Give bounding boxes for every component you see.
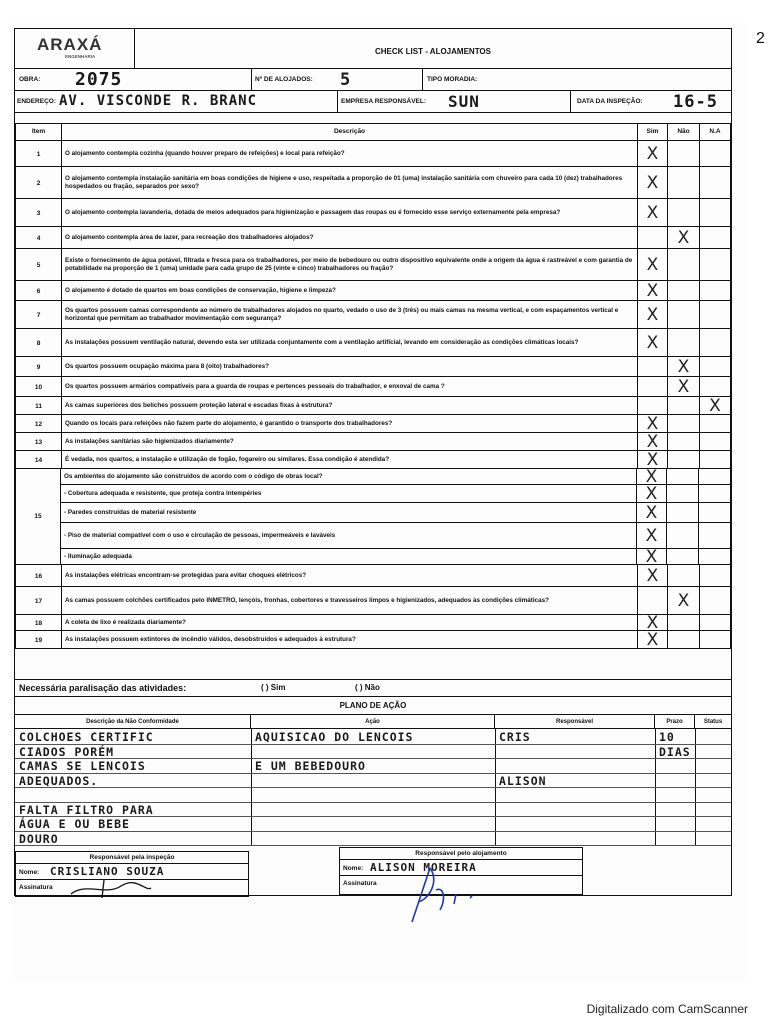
checkbox-na[interactable]: [700, 565, 730, 587]
plano-descricao-line: ADEQUADOS.: [19, 773, 99, 788]
scanner-watermark: Digitalizado com CamScanner: [586, 1002, 748, 1016]
checkbox-na[interactable]: [700, 199, 730, 227]
item-description: [62, 451, 638, 469]
check-mark: X: [646, 432, 659, 452]
page-title: CHECK LIST - ALOJAMENTOS: [374, 47, 491, 56]
signature-box-left: [15, 851, 249, 897]
paralisacao-label: Necessária paralisação das atividades:: [19, 683, 187, 693]
checkbox-nao[interactable]: [668, 301, 700, 329]
plano-header-descricao: Descrição da Não Conformidade: [15, 715, 251, 729]
checklist-subrow: [61, 485, 731, 503]
sig-right-nome-label: Nome:: [343, 865, 364, 872]
item-number: 18: [16, 615, 62, 631]
sig-right-title: Responsável pelo alojamento: [340, 848, 582, 860]
logo-box: [15, 29, 135, 69]
item-description-text: - Iluminação adequada: [64, 553, 132, 560]
item-description: [61, 503, 637, 523]
paralisacao-nao[interactable]: ( ) Não: [355, 683, 380, 692]
check-mark: X: [677, 228, 690, 248]
checkbox-nao[interactable]: [668, 415, 700, 433]
checkbox-sim[interactable]: [638, 587, 668, 615]
checklist-row: [15, 281, 731, 301]
item-number: 10: [16, 377, 62, 397]
check-mark: X: [646, 613, 659, 633]
item-number: 8: [16, 329, 62, 357]
item-description: [62, 167, 638, 199]
plano-header-acao: Ação: [251, 715, 495, 729]
sig-left-nome-label: Nome:: [19, 869, 40, 876]
checklist-row: [15, 199, 731, 227]
item-description-text: - Paredes construídas de material resistente: [64, 509, 197, 516]
checklist-subrow: [61, 549, 731, 565]
empresa-label: EMPRESA RESPONSÁVEL:: [341, 98, 426, 105]
checkbox-na[interactable]: [700, 615, 730, 631]
checkbox-na[interactable]: [700, 397, 730, 415]
item-description: [61, 469, 637, 485]
sig-left-assinatura-label: Assinatura: [19, 884, 53, 891]
item-number: 6: [16, 281, 62, 301]
obra-label: OBRA:: [19, 76, 41, 83]
item-description: [62, 377, 638, 397]
form-frame: [14, 28, 732, 896]
check-mark: X: [646, 333, 659, 353]
signature-left: [66, 878, 156, 900]
checklist-row: [15, 415, 731, 433]
item-number: 11: [16, 397, 62, 415]
check-mark: X: [646, 255, 659, 275]
check-mark: X: [645, 503, 658, 523]
item-description-text: - Cobertura adequada e resistente, que proteja contra intempéries: [64, 490, 262, 497]
plano-descricao-line: ÁGUA E OU BEBE: [19, 817, 130, 831]
item-description: [61, 549, 637, 565]
endereco-value: AV. VISCONDE R. BRANC: [59, 93, 258, 109]
plano-prazo-line: DIAS: [659, 744, 691, 759]
data-label: DATA DA INSPEÇÃO:: [577, 98, 643, 105]
checkbox-sim[interactable]: [638, 227, 668, 249]
checkbox-nao[interactable]: [668, 281, 700, 301]
plano-title-row: [15, 697, 731, 715]
item-number: 7: [16, 301, 62, 329]
check-mark: X: [677, 377, 690, 397]
checkbox-sim[interactable]: [638, 301, 668, 329]
plano-prazo-line: 10: [659, 730, 675, 744]
checkbox-sim[interactable]: [638, 377, 668, 397]
item-description-text: Os quartos possuem camas correspondente ao número de trabalhadores alojados no quarto, vedado o uso de 3 (três) ou mais camas na mesma vertical, e com espaçamentos vertical e horizontal que permitam ao trabalhador movimentação com segurança?: [65, 307, 619, 322]
checkbox-na[interactable]: [700, 281, 730, 301]
checkbox-sim[interactable]: [637, 523, 667, 549]
item-number: 4: [16, 227, 62, 249]
checklist-row: [15, 377, 731, 397]
checkbox-sim[interactable]: [638, 397, 668, 415]
checkbox-sim[interactable]: [637, 485, 667, 503]
header-na: N.A: [709, 128, 721, 135]
checkbox-nao[interactable]: [668, 141, 700, 167]
checkbox-na[interactable]: [699, 523, 729, 549]
item-number: 5: [16, 249, 62, 281]
checklist-row: [15, 451, 731, 469]
plano-descricao-line: CIADOS PORÉM: [19, 744, 115, 759]
checkbox-nao[interactable]: [668, 199, 700, 227]
checkbox-na[interactable]: [700, 631, 730, 649]
check-mark: X: [709, 396, 721, 416]
sig-left-title: Responsável pela inspeção: [16, 852, 248, 864]
plano-descricao-line: DOURO: [19, 831, 59, 846]
item-number: 14: [16, 451, 62, 469]
check-mark: X: [646, 630, 659, 650]
checkbox-sim[interactable]: [638, 167, 668, 199]
alojados-cell: [251, 69, 423, 90]
item-description-text: Existe o fornecimento de água potável, filtrada e fresca para os trabalhadores, por meio de bebedouro ou outro dispositivo equivalente onde a origem da água é rastreável e com garantia de potabilidade na proporção de 1 (uma) unidade para cada grupo de 25 (vinte e cinco) trabalhadores ou fração?: [65, 257, 633, 272]
item-description-text: Os quartos possuem ocupação máxima para 8 (oito) trabalhadores?: [65, 363, 270, 370]
item-number: 17: [16, 587, 62, 615]
header-descricao: Descrição: [62, 124, 638, 140]
logo-text: ARAXÁ: [37, 35, 103, 54]
check-mark: X: [646, 305, 659, 325]
checkbox-na[interactable]: [700, 433, 730, 451]
item-description-text: - Piso de material compatível com o uso e circulação de pessoas, impermeáveis e laváveis: [64, 532, 336, 539]
checkbox-nao[interactable]: [668, 377, 700, 397]
item-description-text: As camas possuem colchões certificados pelo INMETRO, lençóis, fronhas, cobertores e travesseiros limpos e higienizados, adequados às condições climáticas?: [65, 597, 549, 604]
checkbox-nao[interactable]: [668, 587, 700, 615]
check-mark: X: [646, 414, 659, 434]
checklist-row: [15, 565, 731, 587]
alojados-label: Nº DE ALOJADOS:: [255, 76, 313, 83]
check-mark: X: [646, 566, 659, 586]
item-description-text: As instalações possuem extintores de incêndio válidos, desobstruídos e adequados à estrutura?: [65, 636, 356, 643]
header-item: Item: [16, 124, 62, 140]
item-description-text: O alojamento contempla cozinha (quando houver preparo de refeições) e local para refeição?: [65, 150, 345, 157]
obra-value: 2075: [75, 69, 123, 90]
checkbox-nao[interactable]: [668, 451, 700, 469]
checkbox-sim[interactable]: [638, 415, 668, 433]
sig-right-assinatura-label: Assinatura: [343, 880, 377, 887]
checkbox-na[interactable]: [699, 549, 729, 565]
item-number: 13: [16, 433, 62, 451]
checklist-row: [15, 397, 731, 415]
checklist-subrow: [61, 503, 731, 523]
checkbox-na[interactable]: [700, 415, 730, 433]
checkbox-sim[interactable]: [638, 433, 668, 451]
checklist-subrow: [61, 469, 731, 485]
checklist-row: [15, 433, 731, 451]
checkbox-sim[interactable]: [638, 281, 668, 301]
checkbox-na[interactable]: [699, 485, 729, 503]
plano-header-prazo: Prazo: [655, 715, 695, 729]
item-description-text: Os ambientes do alojamento são construídos de acordo com o código de obras local?: [64, 473, 323, 480]
check-mark: X: [646, 203, 659, 223]
plano-acao-line: AQUISICAO DO LENCOIS: [255, 730, 414, 744]
logo-subtitle: ENGENHARIA: [65, 54, 96, 59]
item-description-text: A coleta de lixo é realizada diariamente?: [65, 619, 186, 626]
checklist-subrow: [61, 523, 731, 549]
checkbox-nao[interactable]: [668, 249, 700, 281]
checklist-row: [15, 631, 731, 649]
checklist-row: [15, 141, 731, 167]
checklist-row: [15, 329, 731, 357]
plano-table: [15, 715, 731, 845]
checkbox-sim[interactable]: [638, 249, 668, 281]
item-description: [62, 415, 638, 433]
check-mark: X: [646, 450, 659, 470]
empresa-cell: [337, 91, 571, 112]
checkbox-na[interactable]: [700, 587, 730, 615]
item-description-text: Quando os locais para refeições não fazem parte do alojamento, é garantido o transporte dos trabalhadores?: [65, 420, 393, 427]
item-description-text: Os quartos possuem armários compatíveis para a guarda de roupas e pertences pessoais do trabalhador, e enxoval de cama ?: [65, 383, 445, 390]
checkbox-nao[interactable]: [668, 357, 700, 377]
plano-descricao-line: COLCHOES CERTIFIC: [19, 730, 154, 744]
item-description: [62, 301, 638, 329]
plano-rule-line: [15, 787, 731, 788]
paralisacao-row: [15, 679, 731, 697]
title-box: [135, 29, 731, 69]
plano-acao-line: E UM BEBEDOURO: [255, 759, 366, 773]
checkbox-sim[interactable]: [637, 503, 667, 523]
page-marker: 2: [756, 30, 765, 47]
item-description: [62, 329, 638, 357]
checklist-row: [15, 357, 731, 377]
checkbox-sim[interactable]: [638, 199, 668, 227]
plano-responsavel-line: ALISON: [499, 773, 547, 788]
field-row-2: [15, 91, 731, 113]
checkbox-nao[interactable]: [668, 167, 700, 199]
checkbox-sim[interactable]: [638, 141, 668, 167]
item-number: 2: [16, 167, 62, 199]
item-number: 3: [16, 199, 62, 227]
item-description: [62, 357, 638, 377]
checklist-row: [15, 249, 731, 281]
checkbox-sim[interactable]: [638, 565, 668, 587]
plano-header-row: [15, 715, 731, 729]
item-description-text: O alojamento contempla área de lazer, para recreação dos trabalhadores alojados?: [65, 234, 314, 241]
checkbox-na[interactable]: [700, 301, 730, 329]
check-mark: X: [645, 547, 658, 567]
sig-left-nome-value: CRISLIANO SOUZA: [50, 865, 165, 878]
header-nao: Não: [668, 124, 700, 140]
checkbox-nao[interactable]: [668, 227, 700, 249]
item-number: 1: [16, 141, 62, 167]
plano-descricao-line: FALTA FILTRO PARA: [19, 802, 154, 817]
item-description-text: As instalações elétricas encontram-se protegidas para evitar choques elétricos?: [65, 572, 307, 579]
check-mark: X: [645, 467, 658, 487]
checkbox-na[interactable]: [700, 249, 730, 281]
checkbox-nao[interactable]: [668, 329, 700, 357]
check-mark: X: [677, 357, 690, 377]
tipo-label: TIPO MORADIA:: [427, 76, 478, 83]
item-number: 16: [16, 565, 62, 587]
check-mark: X: [645, 526, 658, 546]
item-description-text: O alojamento contempla instalação sanitária em boas condições de higiene e uso, respeitada a proporção de 01 (uma) instalação sanitária com chuveiro para cada 10 (dez) trabalhadores hospedados ou fração, separados por sexo?: [65, 175, 623, 190]
checklist-header-row: [15, 123, 731, 141]
checkbox-nao[interactable]: [667, 485, 699, 503]
checklist-table: [15, 123, 731, 679]
checkbox-sim[interactable]: [638, 615, 668, 631]
item-number: 9: [16, 357, 62, 377]
endereco-label: ENDEREÇO:: [17, 98, 57, 105]
checkbox-nao[interactable]: [668, 615, 700, 631]
plano-responsavel-line: CRIS: [499, 730, 531, 744]
signature-right: [400, 860, 490, 930]
check-mark: X: [645, 484, 658, 504]
header-sim: Sim: [638, 124, 668, 140]
checkbox-sim[interactable]: [637, 469, 667, 485]
item-description: [62, 587, 638, 615]
item-description: [62, 227, 638, 249]
checkbox-na[interactable]: [700, 141, 730, 167]
item-description-text: As instalações sanitárias são higienizados diariamente?: [65, 438, 234, 445]
item-description: [62, 249, 638, 281]
checklist-row: [15, 167, 731, 199]
item-description-text: O alojamento contempla lavanderia, dotada de meios adequados para higienização e passagem das roupas ou é fornecido esse serviço externamente pela empresa?: [65, 209, 561, 216]
check-mark: X: [677, 591, 690, 611]
item-number: 12: [16, 415, 62, 433]
item-description: [62, 281, 638, 301]
item-description: [62, 141, 638, 167]
checkbox-na[interactable]: [699, 503, 729, 523]
checkbox-sim[interactable]: [638, 357, 668, 377]
check-mark: X: [646, 144, 659, 164]
plano-title: PLANO DE AÇÃO: [339, 701, 407, 710]
paralisacao-sim[interactable]: ( ) Sim: [261, 683, 286, 692]
plano-header-status: Status: [703, 719, 723, 725]
item-description-text: As camas superiores dos beliches possuem proteção lateral e escadas fixas à estrutura?: [65, 402, 333, 409]
check-mark: X: [646, 173, 659, 193]
item-description: [61, 523, 637, 549]
checkbox-nao[interactable]: [668, 433, 700, 451]
item-description-text: As instalações possuem ventilação natural, devendo esta ser utilizada conjuntamente com a ventilação artificial, levando em consideração as condições climáticas locais?: [65, 339, 579, 346]
checklist-row: [15, 301, 731, 329]
item-description: [61, 485, 637, 503]
item-description: [62, 199, 638, 227]
checkbox-nao[interactable]: [668, 631, 700, 649]
plano-header-responsavel: Responsável: [495, 715, 655, 729]
item-description-text: É vedada, nos quartos, a instalação e utilização de fogão, fogareiro ou similares. Essa condição é atendida?: [65, 456, 390, 463]
checkbox-sim[interactable]: [637, 549, 667, 565]
item-description: [62, 433, 638, 451]
data-value: 16-5: [673, 92, 718, 112]
checkbox-sim[interactable]: [638, 631, 668, 649]
field-row-1: [15, 69, 731, 91]
plano-descricao-line: CAMAS SE LENCOIS: [19, 759, 146, 773]
checklist-row: [15, 227, 731, 249]
checkbox-na[interactable]: [700, 377, 730, 397]
checklist-row: [15, 587, 731, 615]
plano-rule-line: [15, 845, 731, 846]
empresa-value: SUN: [448, 92, 480, 111]
checkbox-nao[interactable]: [668, 397, 700, 415]
item-description: [62, 397, 638, 415]
checkbox-sim[interactable]: [638, 329, 668, 357]
checkbox-nao[interactable]: [668, 565, 700, 587]
item-description-text: O alojamento é dotado de quartos em boas condições de conservação, higiene e limpeza?: [65, 287, 336, 294]
checkbox-na[interactable]: [700, 227, 730, 249]
checkbox-na[interactable]: [700, 329, 730, 357]
checkbox-nao[interactable]: [667, 469, 699, 485]
item-description: [62, 631, 638, 649]
checkbox-nao[interactable]: [667, 549, 699, 565]
item-number-15: 15: [15, 469, 61, 565]
checkbox-na[interactable]: [700, 357, 730, 377]
item-description: [62, 565, 638, 587]
checkbox-na[interactable]: [700, 167, 730, 199]
checklist-row: [15, 615, 731, 631]
checkbox-nao[interactable]: [667, 523, 699, 549]
alojados-value: 5: [340, 70, 352, 90]
checkbox-nao[interactable]: [667, 503, 699, 523]
checkbox-na[interactable]: [699, 469, 729, 485]
checkbox-na[interactable]: [700, 451, 730, 469]
item-description: [62, 615, 638, 631]
sig-right-nome-value: ALISON MOREIRA: [370, 861, 477, 874]
check-mark: X: [646, 281, 659, 301]
item-number: 19: [16, 631, 62, 649]
